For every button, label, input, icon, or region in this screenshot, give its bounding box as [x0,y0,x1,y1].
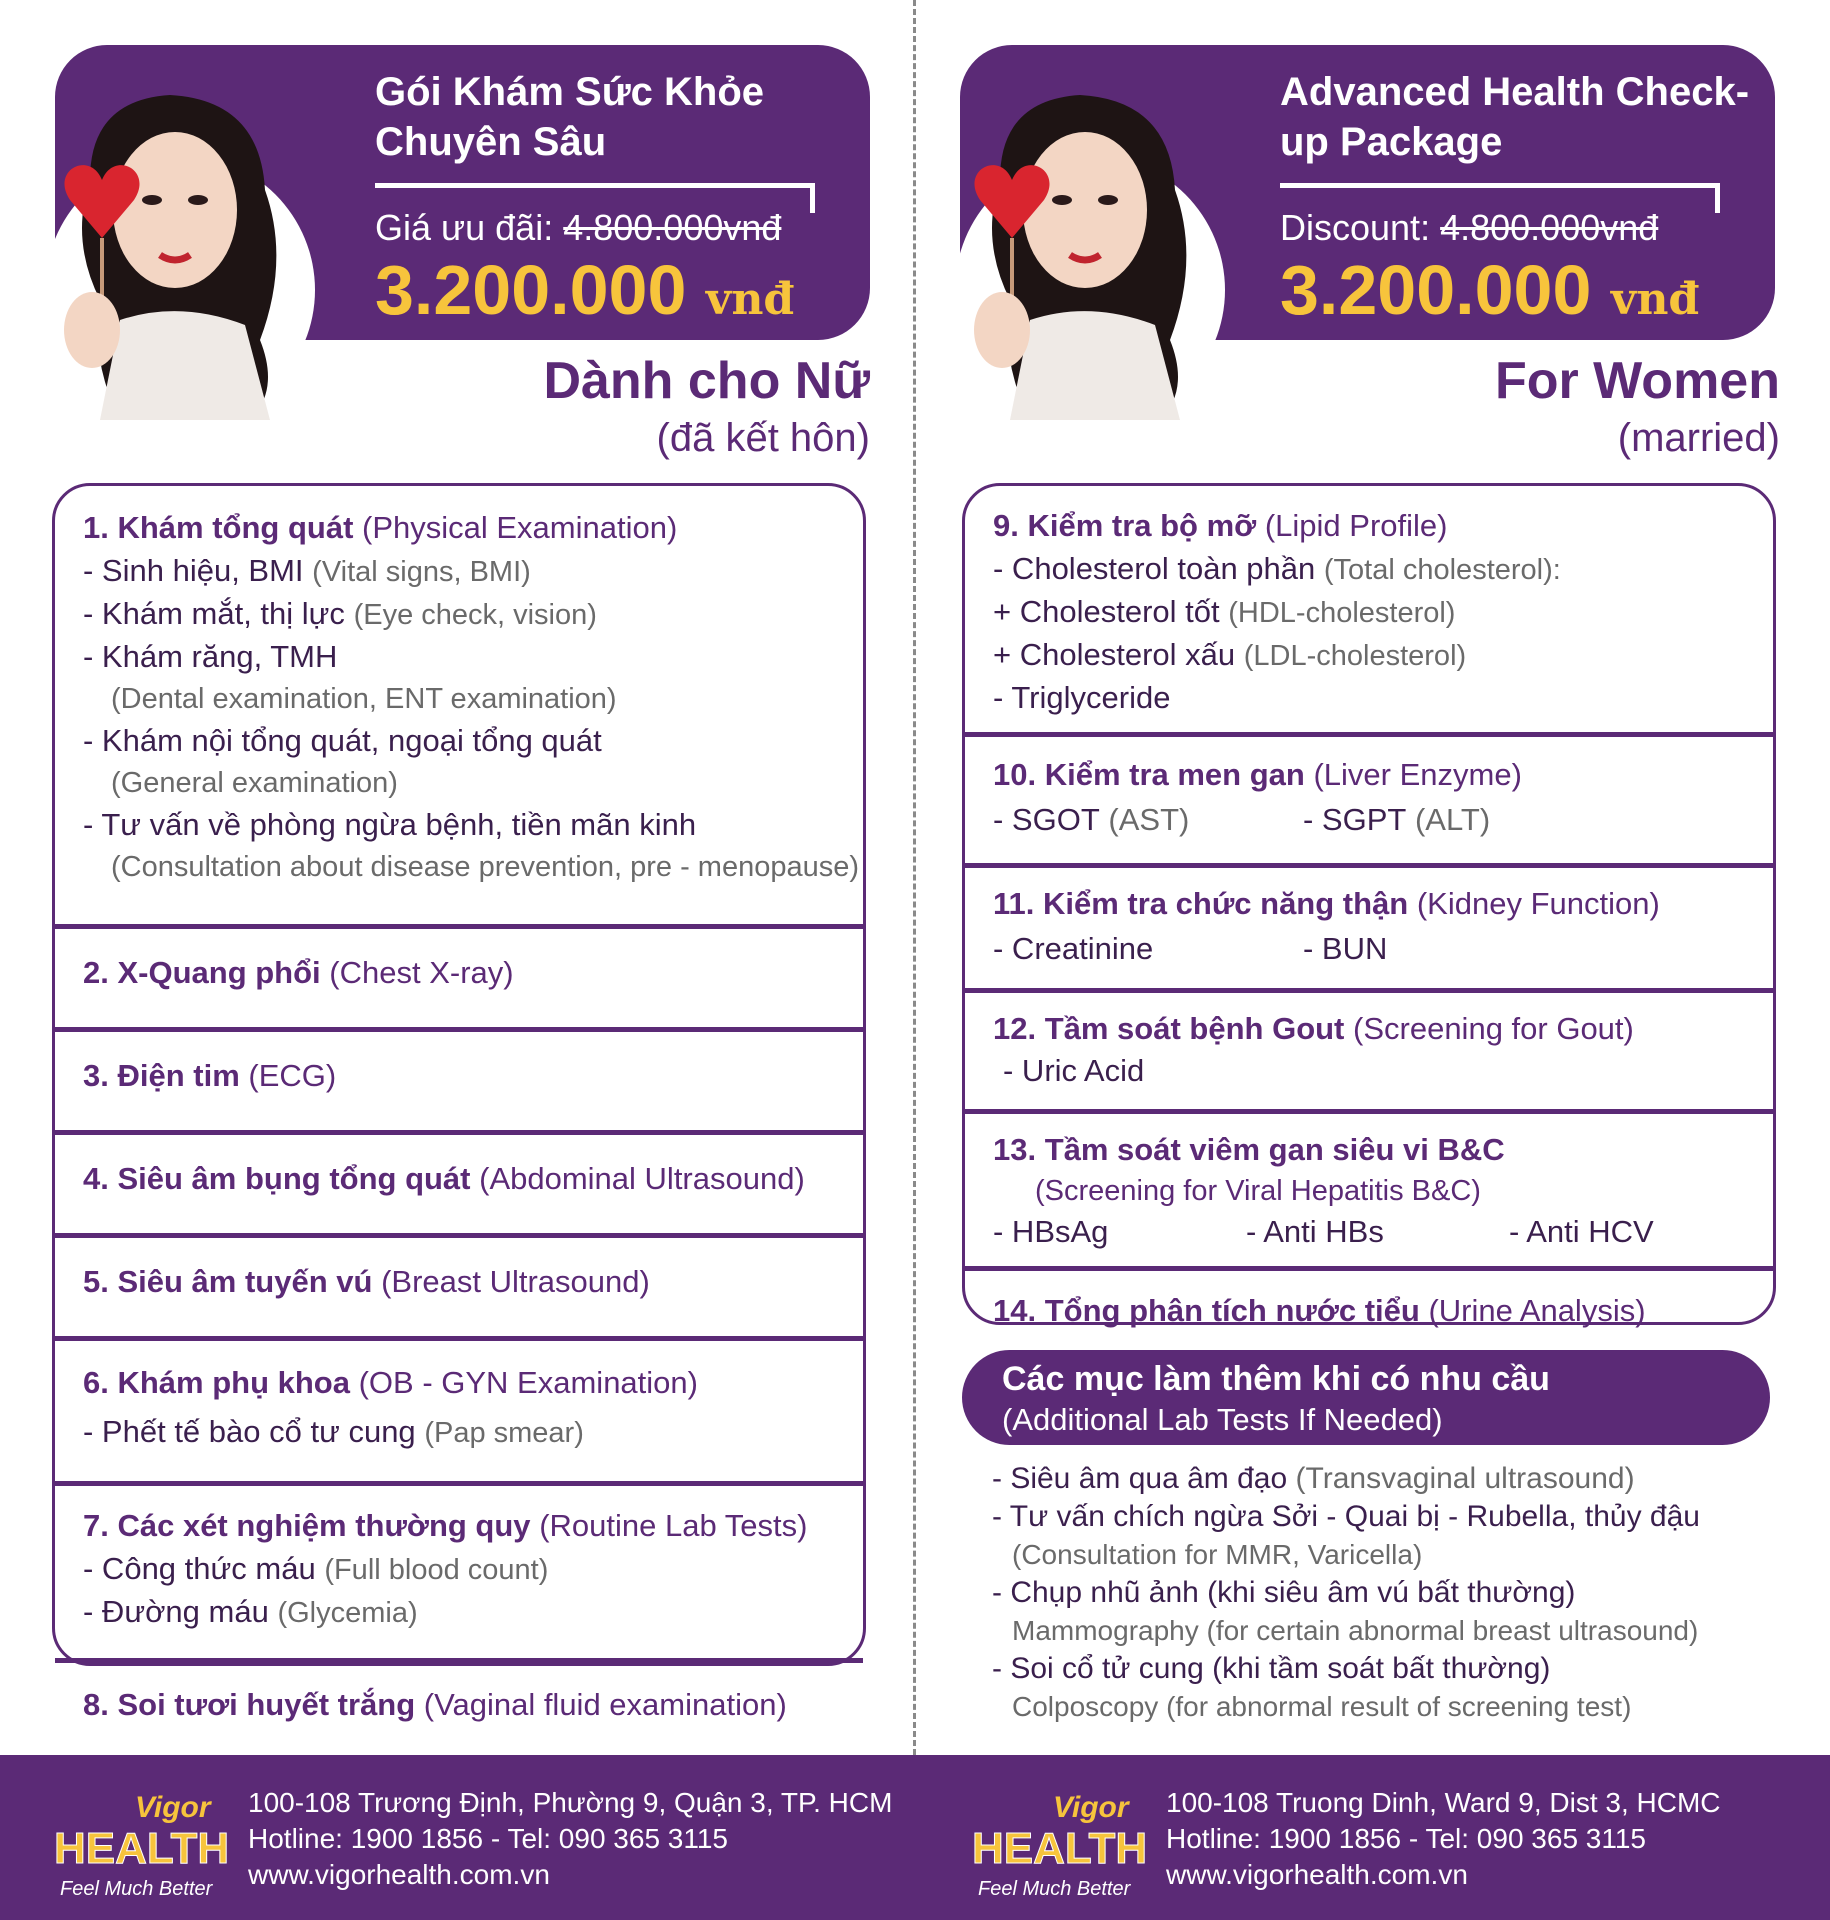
title-underline-end [1715,183,1720,213]
list-item [83,636,863,678]
section-title-en: (Kidney Function) [1416,886,1660,921]
item-en: (AST) [1108,802,1190,837]
list-item: - HBsAg [993,1214,1109,1249]
item-row [993,926,1773,972]
section-title-en: (Abdominal Ultrasound) [479,1161,805,1196]
price-unit: vnđ [705,274,795,325]
list-item [83,593,863,636]
item-vi: - Tư vấn về phòng ngừa bệnh, tiền mãn kinh [83,807,697,842]
right-target-audience [1495,350,1780,464]
list-item [992,1498,1792,1536]
logo-main-text: HEALTH [972,1824,1148,1873]
list-item: - Creatinine [993,931,1154,966]
section-title [83,1361,863,1405]
target-main: For Women [1494,352,1780,410]
section-title-vi: 13. Tầm soát viêm gan siêu vi B&C [993,1132,1505,1167]
list-item [993,634,1773,677]
section-title [83,506,863,550]
list-item [1303,797,1490,843]
hotline: Hotline: 1900 1856 - Tel: 090 365 3115 [1166,1823,1647,1854]
item-en: (ALT) [1414,802,1491,837]
section-title [993,1007,1773,1051]
item-vi: - Soi cổ tử cung (khi tầm soát bất thường) [992,1652,1551,1685]
exam-section [55,1658,863,1765]
list-item [993,591,1773,634]
list-item [992,1650,1792,1688]
item-en: (LDL-cholesterol) [1243,640,1467,672]
item-vi: - Khám mắt, thị lực [83,596,345,631]
section-title-vi: 11. Kiểm tra chức năng thận [993,886,1409,921]
section-title-en: (Routine Lab Tests) [539,1508,808,1543]
section-title-vi: 12. Tầm soát bệnh Gout [993,1011,1345,1046]
left-target-audience [543,350,870,464]
left-footer-contact [30,1785,910,1905]
title-underline-end [810,183,815,213]
right-footer-contact [948,1785,1828,1905]
section-title-vi: 9. Kiểm tra bộ mỡ [993,508,1257,543]
right-package-title: Advanced Health Check-up Package [1280,70,1750,164]
item-vi: - SGPT [1303,802,1407,837]
exam-section [965,732,1773,863]
section-title [83,1054,863,1098]
additional-tests-header [962,1350,1770,1445]
section-title-en: (Screening for Viral Hepatitis B&C) [1035,1175,1481,1207]
contact-text [1166,1785,1721,1893]
additional-tests-list [992,1460,1792,1726]
item-vi: - Khám răng, TMH [83,639,338,674]
right-test-list [962,483,1776,1328]
section-title-en: (Liver Enzyme) [1313,757,1522,792]
left-exam-list [52,483,866,1722]
list-item [992,1574,1792,1612]
old-price: 4.800.000vnđ [563,207,782,248]
section-title-en: (OB - GYN Examination) [358,1365,698,1400]
target-sub: (đã kết hôn) [656,416,870,460]
item-en: (Transvaginal ultrasound) [1295,1462,1635,1495]
item-row [993,1051,1773,1091]
section-title-en: (Physical Examination) [362,510,678,545]
list-item [993,677,1773,719]
section-title [993,882,1773,926]
left-discount [375,207,781,249]
section-title-vi: 3. Điện tim [83,1058,240,1093]
item-vi: - Công thức máu [83,1551,316,1586]
list-item: - BUN [1303,931,1388,966]
address: 100-108 Truong Dinh, Ward 9, Dist 3, HCMC [1166,1787,1721,1818]
list-item: - Uric Acid [1003,1053,1145,1088]
list-item [83,804,863,846]
list-item [993,548,1773,591]
item-en: (Vital signs, BMI) [312,556,531,588]
list-item [83,720,863,762]
section-title [993,1128,1773,1172]
item-vi: + Cholesterol tốt [993,594,1220,629]
list-item [993,797,1303,843]
item-en: (Pap smear) [424,1417,584,1449]
item-note: (Consultation for MMR, Varicella) [1012,1539,1423,1570]
list-item [83,1411,863,1454]
item-vi: - Sinh hiệu, BMI [83,553,304,588]
logo-top-text: Vigor [1053,1791,1129,1824]
item-row [993,1210,1773,1254]
item-vi: - Siêu âm qua âm đạo [992,1462,1288,1495]
item-note: Mammography (for certain abnormal breast ultrasound) [1012,1615,1699,1646]
item-vi: + Cholesterol xấu [993,637,1236,672]
old-price: 4.800.000vnđ [1440,207,1659,248]
logo-tagline: Feel Much Better [60,1878,213,1900]
additional-title: Các mục làm thêm khi có nhu cầu [1002,1360,1550,1398]
target-main: Dành cho Nữ [543,352,870,410]
list-item [83,1591,863,1634]
section-title-vi: 5. Siêu âm tuyến vú [83,1264,373,1299]
discount-label: Discount: [1280,207,1431,248]
item-vi: - Chụp nhũ ảnh (khi siêu âm vú bất thường) [992,1576,1576,1609]
section-title [993,753,1773,797]
exam-section [55,1481,863,1658]
section-title-en: (Urine Analysis) [1428,1293,1646,1328]
footer [0,1755,1830,1920]
exam-section [55,1027,863,1130]
section-title-vi: 2. X-Quang phổi [83,955,321,990]
section-title-vi: 6. Khám phụ khoa [83,1365,350,1400]
section-title-en: (Lipid Profile) [1264,508,1448,543]
exam-section [55,1336,863,1481]
section-title-en: (Screening for Gout) [1353,1011,1634,1046]
list-item: - Anti HBs [1246,1214,1384,1249]
list-item [83,1548,863,1591]
section-title-vi: 4. Siêu âm bụng tổng quát [83,1161,471,1196]
woman-portrait-image [940,60,1250,440]
section-title-vi: 7. Các xét nghiệm thường quy [83,1508,531,1543]
website-link[interactable]: www.vigorhealth.com.vn [248,1859,550,1890]
list-item [992,1460,1792,1498]
exam-section [965,1109,1773,1266]
section-title [83,1157,863,1201]
item-en: (Eye check, vision) [353,599,597,631]
vigor-health-logo [968,1785,1148,1905]
list-item [83,550,863,593]
list-item: - Anti HCV [1509,1214,1654,1249]
woman-portrait-image [30,60,340,440]
item-vi: - Phết tế bào cổ tư cung [83,1414,416,1449]
title-underline [375,183,815,188]
website-link[interactable]: www.vigorhealth.com.vn [1166,1859,1468,1890]
title-underline [1280,183,1720,188]
section-title [83,951,863,995]
right-price [1280,250,1699,330]
contact-text [248,1785,892,1893]
section-title [83,1683,863,1727]
address: 100-108 Trương Định, Phường 9, Quận 3, TP. HCM [248,1787,893,1818]
price-value: 3.200.000 [1280,251,1592,329]
section-title-vi: 8. Soi tươi huyết trắng [83,1687,416,1722]
item-note: Colposcopy (for abnormal result of screening test) [1012,1691,1632,1722]
section-title [993,1289,1773,1333]
item-en: (HDL-cholesterol) [1228,597,1456,629]
section-title-en: (Chest X-ray) [329,955,514,990]
section-title-vi: 14. Tổng phân tích nước tiểu [993,1293,1420,1328]
item-en: (Full blood count) [324,1554,549,1586]
additional-title-en: (Additional Lab Tests If Needed) [1002,1402,1443,1437]
section-title [83,1260,863,1304]
right-discount [1280,207,1658,249]
vigor-health-logo [50,1785,230,1905]
section-title-en: (Breast Ultrasound) [381,1264,650,1299]
item-en: (Consultation about disease prevention, pre - menopause) [111,851,860,883]
dashed-divider [913,0,916,1755]
price-value: 3.200.000 [375,251,687,329]
exam-section [965,486,1773,732]
logo-tagline: Feel Much Better [978,1878,1131,1900]
item-en: (Dental examination, ENT examination) [111,683,617,715]
section-title-vi: 1. Khám tổng quát [83,510,354,545]
left-package-title: Gói Khám Sức Khỏe Chuyên Sâu [375,70,765,164]
item-vi: - Cholesterol toàn phần [993,551,1316,586]
exam-section [55,1130,863,1233]
item-vi: - Khám nội tổng quát, ngoại tổng quát [83,723,602,758]
section-title-en: (ECG) [248,1058,337,1093]
logo-top-text: Vigor [135,1791,211,1824]
item-vi: - SGOT [993,802,1100,837]
exam-section [55,1233,863,1336]
item-vi: - Đường máu [83,1594,269,1629]
item-en: (Glycemia) [277,1597,418,1629]
hotline: Hotline: 1900 1856 - Tel: 090 365 3115 [248,1823,729,1854]
price-unit: vnđ [1610,274,1700,325]
left-price [375,250,794,330]
section-title [83,1504,863,1548]
section-title-en: (Vaginal fluid examination) [423,1687,787,1722]
section-title-vi: 10. Kiểm tra men gan [993,757,1305,792]
section-title [993,504,1773,548]
discount-label: Giá ưu đãi: [375,207,554,248]
exam-section [55,486,863,924]
logo-main-text: HEALTH [54,1824,230,1873]
item-en: (General examination) [111,767,398,799]
exam-section [965,863,1773,988]
item-vi: - Tư vấn chích ngừa Sởi - Quai bị - Rubella, thủy đậu [992,1500,1700,1533]
exam-section [55,924,863,1027]
item-row [993,797,1773,843]
item-vi: - Triglyceride [993,680,1171,715]
target-sub: (married) [1617,416,1780,460]
item-en: (Total cholesterol): [1323,554,1561,586]
exam-section [965,988,1773,1109]
